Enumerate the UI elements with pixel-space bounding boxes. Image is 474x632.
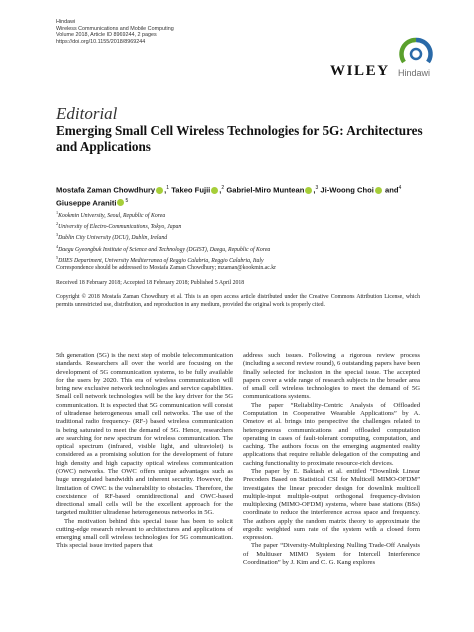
author-name: Mostafa Zaman Chowdhury (56, 185, 156, 195)
author-name: Takeo Fujii (171, 185, 211, 195)
article-title: Emerging Small Cell Wireless Technologies for 5G: Architectures and Applications (56, 123, 423, 154)
author-separator: , (313, 185, 316, 195)
author-affiliation-mark: 1 (166, 185, 170, 191)
author-separator: and (382, 185, 399, 195)
publication-dates: Received 18 February 2018; Accepted 18 February 2018; Published 5 April 2018 (56, 280, 245, 286)
affiliation-item (56, 220, 270, 231)
orcid-icon[interactable] (156, 187, 163, 194)
correspondence-note: Correspondence should be addressed to Mostafa Zaman Chowdhury; mzaman@kookmin.ac.kr (56, 265, 277, 271)
body-paragraph: The paper “Reliability-Centric Analysis of Offloaded Computation in Cooperative Wearable Applications” by A. Ometov et al. brings into perspective the challenges related to heterogeneous communications and offloaded computation operating in cases of fault-tolerant computing, computation, and caching. The authors focus on the emerging augmented reality applications that require reliable delegation of the computing and caching functionality to proximate resource-rich devices. (243, 401, 420, 467)
orcid-icon[interactable] (211, 187, 218, 194)
doi-link[interactable]: https://doi.org/10.1155/2018/8969244 (56, 38, 146, 45)
body-column-right (243, 352, 420, 567)
author-affiliation-mark: 5 (125, 197, 129, 204)
hindawi-logo-center (411, 49, 421, 59)
affiliation-text: Daegu Gyeongbuk Institute of Science and Technology (DGIST), Daegu, Republic of Korea (58, 246, 271, 253)
author-list (56, 183, 436, 208)
author-affiliation-mark: 2 (221, 185, 225, 191)
hindawi-logo-text: Hindawi (398, 68, 431, 78)
affiliation-list (56, 209, 270, 265)
body-paragraph: 5th generation (5G) is the next step of mobile telecommunication standards. Researchers all over the world are focusing on the development of 5G communication systems, to be fully available for the users by 2020. This era of wireless communication will bring new exclusive network technologies and service capabilities. Small cell network technologies will be the key driver for the 5G communication. It is expected that 5G communication will consist of ultradense heterogeneous small cell networks. The use of the traditional radio frequency- (RF-) based wireless communication is being saturated to meet the demand of 5G. Hence, researchers are searching for new spectrum for wireless communication. The optical spectrum (infrared, visible light, and ultraviolet) is considered as a promising solution for the development of future high density and high capacity optical wireless communication (OWC) networks. The OWC offers unique advantages such as huge unregulated bandwidth and inherent security. However, the limitation of OWC is the vulnerability to obstacles. Therefore, the coexistence of RF-based omnidirectional and OWC-based directional small cells will be the excellent approach for the targeted multitier ultradense heterogeneous networks in 5G. (56, 352, 233, 517)
affiliation-text: Dublin City University (DCU), Dublin, Ireland (58, 235, 168, 242)
orcid-icon[interactable] (117, 199, 124, 206)
author-name: Ji-Woong Choi (320, 185, 374, 195)
author-separator: , (164, 185, 167, 195)
affiliation-number: 2 (56, 221, 59, 227)
journal-name: Wireless Communications and Mobile Computing (56, 25, 174, 32)
affiliation-number: 4 (56, 243, 59, 249)
affiliation-text: Kookmin University, Seoul, Republic of Korea (58, 212, 166, 219)
body-paragraph: The paper “Diversity-Multiplexing Nulling Trade-Off Analysis of Multiuser MIMO System for Intercell Interference Coordination” by J. Kim and C. G. Kang explores (243, 542, 420, 567)
volume-info: Volume 2018, Article ID 8969244, 2 pages (56, 32, 157, 39)
body-paragraph: The paper by E. Baktash et al. entitled “Downlink Linear Precoders Based on Statistical CSI for Multicell MIMO-OFDM” investigates the linear precoder design for downlink multicell multiple-input multiple-output orthogonal frequency-division multiplexing (MIMO-OFDM) systems, where base stations (BSs) coordinate to reduce the interference across space and frequency. The authors apply the random matrix theory to approximate the ergodic weighted sum rate of the system with a closed form expression. (243, 467, 420, 542)
affiliation-item (56, 243, 270, 254)
author-name: Giuseppe Araniti (56, 198, 117, 208)
publisher-name: Hindawi (56, 19, 76, 25)
affiliation-number: 1 (56, 210, 59, 215)
author-affiliation-mark: 3 (315, 185, 319, 191)
orcid-icon[interactable] (305, 187, 312, 194)
affiliation-item (56, 231, 270, 242)
copyright-notice: Copyright © 2018 Mostafa Zaman Chowdhury et al. This is an open access article distributed under the Creative Commons Attribution License, which permits unrestricted use, distribution, and reproduction in any medium, provided the original work is properly cited. (56, 294, 420, 309)
body-paragraph: address such issues. Following a rigorous review process (including a second review round), 6 outstanding papers have been finally selected for inclusion in the special issue. The accepted papers cover a wide range of research subjects in the broader area of small cell wireless technologies to meet the demand of 5G communications systems. (243, 352, 420, 401)
section-label: Editorial (56, 104, 118, 123)
author-separator: , (219, 185, 222, 195)
affiliation-item (56, 254, 270, 265)
author-affiliation-mark: 4 (398, 185, 402, 191)
body-paragraph: The motivation behind this special issue has been to solicit cutting-edge research relevant to architectures and applications of emerging small cell wireless technologies for 5G communication. This special issue invited papers that (56, 517, 233, 550)
affiliation-item (56, 209, 270, 220)
journal-header (56, 19, 174, 45)
wiley-logo: WILEY (330, 63, 390, 79)
affiliation-text: University of Electro-Communications, Tokyo, Japan (58, 224, 182, 231)
affiliation-number: 5 (56, 254, 59, 260)
affiliation-text: DIIES Department, University Mediterranea of Reggio Calabria, Reggio Calabria, Italy (58, 257, 264, 264)
affiliation-number: 3 (56, 232, 59, 238)
author-name: Gabriel-Miro Muntean (226, 185, 305, 195)
body-column-left (56, 352, 233, 551)
orcid-icon[interactable] (375, 187, 382, 194)
